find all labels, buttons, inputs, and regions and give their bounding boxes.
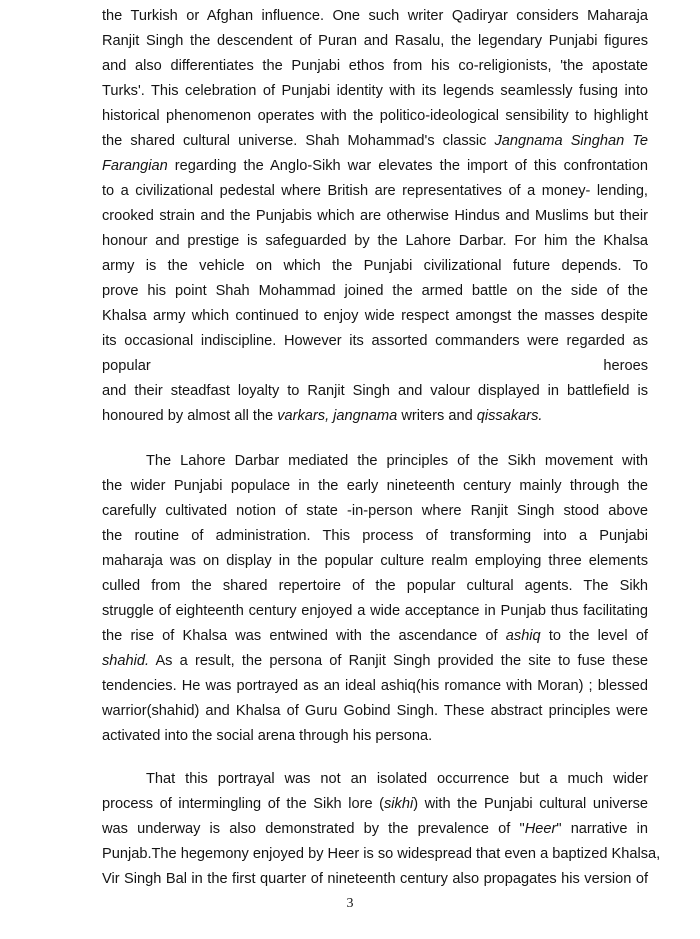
text-line — [102, 499, 648, 524]
text-line — [102, 767, 648, 792]
text-segment: and their steadfast loyalty to Ranjit Singh and valour displayed in battlefield is — [102, 383, 648, 399]
text-line — [102, 649, 648, 674]
text-segment: historical phenomenon operates with the politico-ideological sensibility to highlight — [102, 108, 648, 124]
text-line — [102, 724, 648, 749]
text-line — [102, 524, 648, 549]
text-line — [102, 229, 648, 254]
text-line — [102, 699, 648, 724]
text-segment: the Turkish or Afghan influence. One such writer Qadiryar considers Maharaja — [102, 8, 648, 24]
text-line — [102, 254, 648, 279]
italic-text: shahid. — [102, 653, 150, 669]
text-line — [102, 29, 648, 54]
text-line — [102, 79, 648, 104]
text-line — [102, 474, 648, 499]
text-line — [102, 404, 648, 429]
text-line — [102, 329, 648, 354]
text-segment: struggle of eighteenth century enjoyed a wide acceptance in Punjab thus facilitating — [102, 603, 648, 619]
text-line — [102, 817, 648, 842]
text-segment: That this portrayal was not an isolated occurrence but a much wider — [146, 771, 648, 787]
text-segment: popular heroes — [102, 358, 648, 374]
text-segment: ) with the Punjabi cultural universe — [413, 796, 649, 812]
text-line — [102, 154, 648, 179]
text-line — [102, 549, 648, 574]
text-line — [102, 624, 648, 649]
text-line — [102, 867, 648, 892]
page-number: 3 — [346, 896, 354, 911]
text-segment: The Lahore Darbar mediated the principles of the Sikh movement with — [146, 453, 648, 469]
text-segment: writers and — [397, 408, 477, 424]
text-segment: Khalsa army which continued to enjoy wide respect amongst the masses despite — [102, 308, 648, 324]
text-line — [102, 304, 648, 329]
text-segment: Punjab.The hegemony enjoyed by Heer is so widespread that even a baptized Khalsa, — [102, 846, 661, 862]
text-segment: and also differentiates the Punjabi ethos from his co-religionists, 'the apostate — [102, 58, 648, 74]
text-segment: honour and prestige is safeguarded by the Lahore Darbar. For him the Khalsa — [102, 233, 648, 249]
text-line — [102, 54, 648, 79]
text-line — [102, 449, 648, 474]
text-segment: process of intermingling of the Sikh lore ( — [102, 796, 384, 812]
text-line — [102, 279, 648, 304]
text-segment: was underway is also demonstrated by the prevalence of " — [102, 821, 525, 837]
text-segment: its occasional indiscipline. However its assorted commanders were regarded as — [102, 333, 648, 349]
text-segment: to the level of — [540, 628, 648, 644]
text-segment: " narrative in — [556, 821, 648, 837]
text-segment: tendencies. He was portrayed as an ideal ashiq(his romance with Moran) ; blessed — [102, 678, 648, 694]
text-line — [102, 574, 648, 599]
text-line — [102, 179, 648, 204]
italic-text: ashiq — [505, 628, 541, 644]
text-segment: the wider Punjabi populace in the early nineteenth century mainly through the — [102, 478, 648, 494]
text-segment: the shared cultural universe. Shah Mohammad's classic — [102, 133, 495, 149]
text-segment: army is the vehicle on which the Punjabi civilizational future depends. To — [102, 258, 648, 274]
text-segment: Vir Singh Bal in the first quarter of nineteenth century also propagates his version of — [102, 871, 648, 887]
text-line — [102, 842, 661, 867]
text-segment: maharaja was on display in the popular culture realm employing three elements — [102, 553, 648, 569]
text-segment: warrior(shahid) and Khalsa of Guru Gobind Singh. These abstract principles were — [102, 703, 648, 719]
text-line — [102, 599, 648, 624]
text-line — [102, 129, 648, 154]
text-segment: the routine of administration. This process of transforming into a Punjabi — [102, 528, 648, 544]
italic-text: qissakars. — [476, 408, 543, 424]
text-line — [102, 4, 648, 29]
text-segment: activated into the social arena through his persona. — [102, 728, 433, 744]
text-line — [102, 204, 648, 229]
text-segment: culled from the shared repertoire of the popular cultural agents. The Sikh — [102, 578, 648, 594]
text-line — [102, 354, 648, 379]
italic-text: Farangian — [102, 158, 168, 174]
italic-text: Jangnama Singhan Te — [494, 133, 648, 149]
text-segment: carefully cultivated notion of state -in-person where Ranjit Singh stood above — [102, 503, 648, 519]
text-segment: to a civilizational pedestal where British are representatives of a money- lending, — [102, 183, 648, 199]
text-line — [102, 674, 648, 699]
italic-text: Heer — [524, 821, 557, 837]
text-segment: Turks'. This celebration of Punjabi identity with its legends seamlessly fusing into — [102, 83, 648, 99]
text-segment: honoured by almost all the — [102, 408, 278, 424]
italic-text: sikhi — [384, 796, 414, 812]
text-line — [102, 792, 648, 817]
text-segment: crooked strain and the Punjabis which are otherwise Hindus and Muslims but their — [102, 208, 648, 224]
text-line — [102, 104, 648, 129]
text-segment: Ranjit Singh the descendent of Puran and Rasalu, the legendary Punjabi figures — [102, 33, 648, 49]
text-line — [102, 379, 648, 404]
text-segment: As a result, the persona of Ranjit Singh provided the site to fuse these — [149, 653, 648, 669]
text-segment: prove his point Shah Mohammad joined the armed battle on the side of the — [102, 283, 648, 299]
text-segment: regarding the Anglo-Sikh war elevates the import of this confrontation — [167, 158, 648, 174]
text-segment: the rise of Khalsa was entwined with the ascendance of — [102, 628, 506, 644]
italic-text: varkars, jangnama — [277, 408, 398, 424]
